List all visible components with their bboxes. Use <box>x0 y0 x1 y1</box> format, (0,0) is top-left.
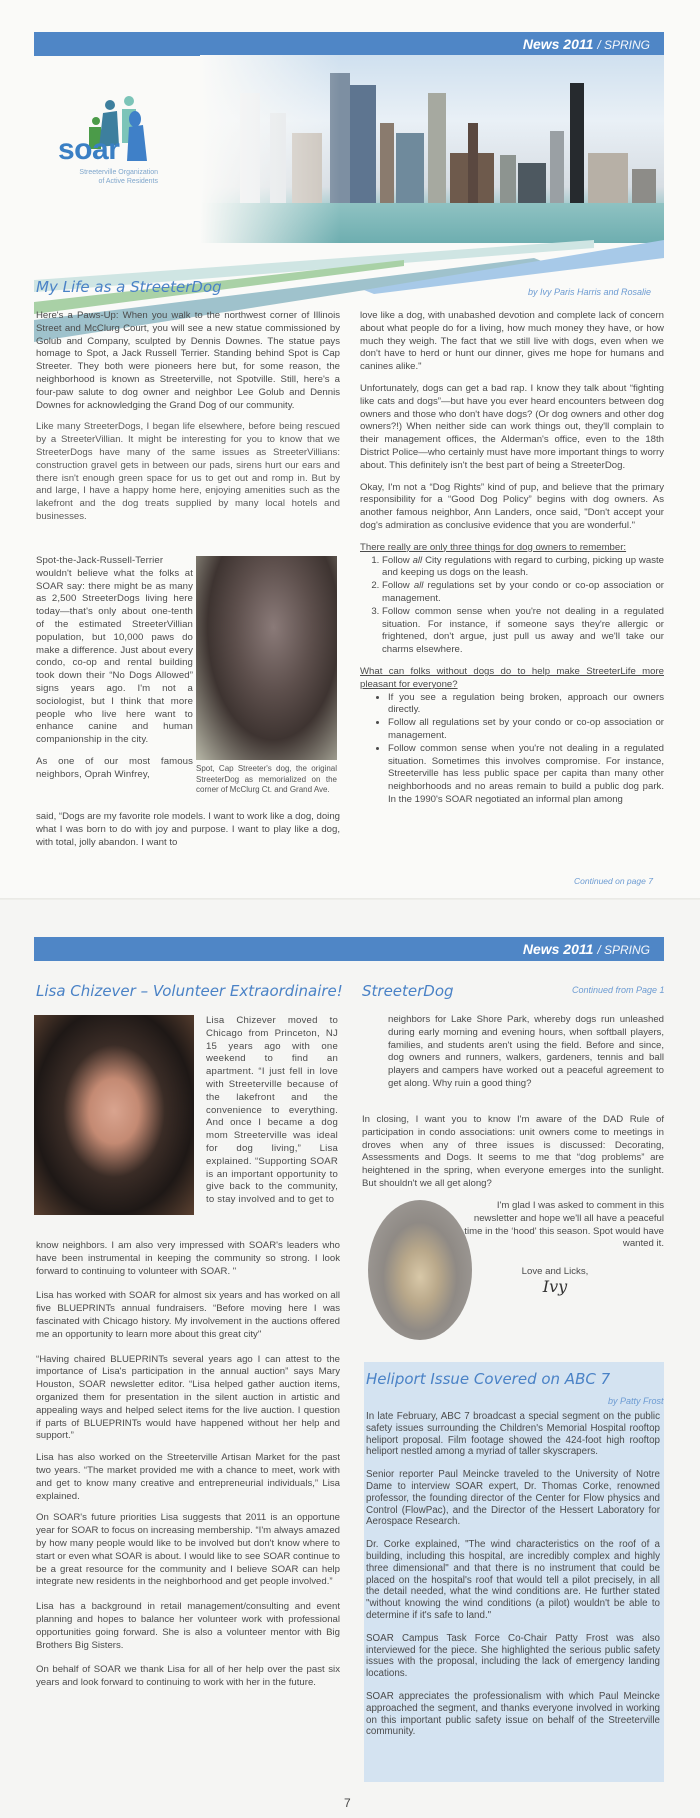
list-heading-non-owners: What can folks without dogs do to help make StreeterLife more pleasant for everyone? <box>360 665 664 690</box>
article-paragraph: SOAR appreciates the professionalism with which Paul Meincke approached the segment, and thanks everyone involved in working on this important public safety issue on behalf of the Streeterville community. <box>366 1690 660 1738</box>
article-paragraph: Here's a Paws-Up: When you walk to the northwest corner of Illinois Street and McClurg Court, you will see a new statue commissioned by Golub and Company, sculpted by Dennis Downes. The statue pays homage to Spot, a Jack Russell Terrier. Standing behind Spot is Cap Streeter. They both were pioneers here but, for some reason, the neighborhood is known as Streeterville, not Spotville. Still, here's a four-paw salute to dog owner and neighbor Lee Golub and Dennis Downes for acknowledging the Grand Dog of our community. <box>36 310 340 411</box>
article-paragraph: neighbors for Lake Shore Park, whereby dogs run unleashed during early morning and evening hours, when softball players, families, and students aren't using the field. Before and since, dog owners and runners, walkers, gardeners, tennis and ball players and campers have worked out a peaceful agreement to get along. Why ruin a good thing? <box>388 1014 664 1089</box>
signature: Ivy <box>542 1277 568 1296</box>
article-paragraph: On SOAR's future priorities Lisa suggests that 2011 is an opportune year for SOAR to focus on increasing membership. “I'm always amazed by how many people would like to be involved but don't know where to start or even what SOAR is about. I would like to see SOAR continue to be a great resource for the community and I believe SOAR can help integrate new residents in the neighborhood and get people involved.” <box>36 1512 340 1588</box>
soar-wordmark: soar <box>58 133 120 166</box>
signoff-text: Love and Licks, <box>521 1266 589 1277</box>
article-paragraph: love like a dog, with unabashed devotion and complete lack of concern about what people do for a living, how much money they have, or how much they weigh. The fact that we still live with dogs, even when we don't have to herd or hunt our dinner, gives me hope for humans and canines alike." <box>360 310 664 373</box>
masthead-banner-page7 <box>34 937 664 961</box>
heliport-byline: by Patty Frost <box>608 1396 664 1406</box>
article-paragraph: Like many StreeterDogs, I began life elsewhere, before being rescued by a StreeterVillian. It might be interesting for you to know that we StreeterDogs have many of the same issues as StreeterVillians: construction gravel gets in between our pads, sirens hurt our ears and there isn't enough green space for us to get out and romp in. But by and large, I have a happy home here, enjoying amenities such as the lakefront and the dog treats supplied by many local hotels and businesses. <box>36 421 340 522</box>
article-paragraph: In late February, ABC 7 broadcast a special segment on the public safety issues surrounding the Children's Memorial Hospital rooftop heliport proposal. Film footage showed the 424-foot high rooftop heliport nestled among a myriad of taller skyscrapers. <box>366 1411 660 1458</box>
streeterdog-glad-text <box>462 1200 664 1260</box>
photo-caption: Spot, Cap Streeter's dog, the original StreeterDog as memorialized on the corner of McClurg Ct. and Grand Ave. <box>196 764 337 794</box>
news-year-label: News 2011 <box>522 941 594 957</box>
chicago-skyline-photo <box>200 55 664 243</box>
article2-column <box>36 1240 340 1699</box>
article-title-streeterdog-cont: StreeterDog <box>362 982 454 1000</box>
article1-column2 <box>360 310 664 816</box>
continued-from-label: Continued from Page 1 <box>572 985 665 995</box>
article2-wrap-text <box>206 1015 338 1207</box>
article-paragraph: Lisa has worked with SOAR for almost six years and has worked on all five BLUEPRINTs annual fundraisers. “Before moving here I was fascinated with Chicago history. My involvement in the auctions offered me an opportunity to learn more about this great city" <box>36 1290 340 1340</box>
streeterdog-closing <box>362 1114 664 1200</box>
page-number: 7 <box>344 1796 351 1810</box>
article-paragraph: Lisa has also worked on the Streeterville Artisan Market for the past two years. “The market provided me with a chance to meet, work with and get to know many creative and entrepreneurial individuals,” Lisa explained. <box>36 1452 340 1502</box>
article-title-heliport: Heliport Issue Covered on ABC 7 <box>366 1370 611 1388</box>
news-year-label: News 2011 <box>522 36 594 52</box>
article-paragraph: Okay, I'm not a “Dog Rights” kind of pup, and believe that the primary responsibility for a “Good Dog Policy” begins with dog owners. As another famous neighbor, Ann Landers, once said, "Don't accept your dog's admiration as conclusive evidence that you are wonderful." <box>360 481 664 531</box>
non-owners-tips-list <box>360 692 664 807</box>
streeterdog-cont-list <box>388 1014 664 1100</box>
soar-tagline: Streeterville Organization of Active Residents <box>79 169 158 185</box>
list-item: • If you see a regulation being broken, approach our owners directly. <box>388 692 664 718</box>
list-item: 2. Follow all regulations set by your condo or co-op association or management. <box>382 580 664 606</box>
article-paragraph: On behalf of SOAR we thank Lisa for all of her help over the past six years and look forward to continuing to work with her in the future. <box>36 1664 340 1689</box>
season-label: / SPRING <box>597 943 650 957</box>
article1-wrap-text <box>36 555 193 782</box>
article-paragraph: know neighbors. I am also very impressed with SOAR's leaders who have been instrumental in keeping the community so strong. I look forward to continuing to volunteer with SOAR. " <box>36 1240 340 1277</box>
article-paragraph: said, “Dogs are my favorite role models. I want to work like a dog, doing what I was born to do with joy and purpose. I want to play like a dog, with total, jolly abandon. I want to <box>36 811 340 848</box>
masthead-banner <box>34 32 664 56</box>
article-paragraph: In closing, I want you to know I'm aware of the DAD Rule of participation in condo associations: unit owners come to meetings in droves when any of three issues is discussed: Decorating, Assessments and Dogs. It seems to me that “dog problems” are heightened in the spring, when everyone emerges into the sunlight. But shouldn't we all get along? <box>362 1114 664 1189</box>
article-paragraph: Lisa Chizever moved to Chicago from Princeton, NJ 15 years ago with one weekend to find an apartment. “I just fell in love with Streeterville because of the lakefront and the convenience to everything. And once I became a dog mom Streeterville was ideal for dog living,” Lisa explained. “Supporting SOAR is an important opportunity to give back to the community, to stay involved and to get to <box>206 1015 338 1206</box>
article-paragraph: Spot-the-Jack-Russell-Terrier wouldn't believe what the folks at SOAR say: there might be as many as 2,500 StreeterDogs living here today—that's only about one-tenth of the estimated StreeterVillian population, but 10,000 paws do make a difference. Just about every condo, co-op and rental building took down their “No Dogs Allowed” signs years ago. I'm not a sociologist, but I think that more people who live here want to enhance canine and human companionship in the city. <box>36 555 193 746</box>
article-title-lisa: Lisa Chizever – Volunteer Extraordinaire! <box>36 982 343 1000</box>
article1-column1-end <box>36 811 340 858</box>
list-item: 1. Follow all City regulations with regard to curbing, picking up waste and keeping us dogs on the leash. <box>382 555 664 581</box>
article-paragraph: Dr. Corke explained, "The wind characteristics on the roof of a building, including this hospital, are incredibly complex and highly three dimensional" and that there is no instrument that could be placed on the hospital's roof that would tell a pilot precisely, in all the detail needed, what the wind conditions are. He further stated "without knowing the wind conditions (a pilot) wouldn't be able to determine if it's safe to land." <box>366 1539 660 1621</box>
article-title-streeterdog: My Life as a StreeterDog <box>36 278 222 296</box>
heliport-body <box>366 1411 660 1747</box>
article-paragraph: As one of our most famous neighbors, Oprah Winfrey, <box>36 755 193 780</box>
article-paragraph: I'm glad I was asked to comment in this newsletter and hope we'll all have a peaceful time in the ‘hood' this season. Spot would have wanted it. <box>464 1200 664 1250</box>
list-item: • Follow all regulations set by your condo or co-op association or management. <box>388 717 664 743</box>
article-paragraph: Unfortunately, dogs can get a bad rap. I know they talk about “fighting like cats and dogs”—but have you ever heard encounters between dog owners and those who don't have dogs? (Or dog owners and other dog owners?!) When neither side can work things out, they'll complain to their management offices, the Alderman's office, even to the 18th District Police—who certainly must have more important things to worry about. This definitely isn't the best part of being a StreeterDog. <box>360 382 664 471</box>
ivy-dog-photo <box>368 1200 472 1340</box>
article-paragraph: “Having chaired BLUEPRINTs several years ago I can attest to the importance of Lisa's participation in the annual auction” says Mary Houston, SOAR newsletter editor. “Lisa helped gather auction items, organized them for presentation in the silent auction in artistic and appealing ways and helped select items for the live auction. I question if parts of BLUEPRINTs would have happened without her help and support.” <box>36 1353 340 1442</box>
article-paragraph: Lisa has a background in retail management/consulting and event planning and hopes to balance her volunteer work with professional opportunities going forward. She is also a volunteer mentor with Big Brothers Big Sisters. <box>36 1601 340 1651</box>
article-byline: by Ivy Paris Harris and Rosalie <box>528 287 652 297</box>
list-item: 3. Follow common sense when you're not dealing in a regulated situation. For instance, if someone says they're allergic or frightened, don't argue, just pull us away and we'll take our charms elsewhere. <box>382 606 664 657</box>
article-paragraph: Senior reporter Paul Meincke traveled to the University of Notre Dame to interview SOAR expert, Dr. Thomas Corke, renowned professor, the founding director of the Center for Flow physics and Control (FlowPac), and the Director of the Hessert Laboratory for Aerospace Research. <box>366 1469 660 1528</box>
continued-on-link[interactable]: Continued on page 7 <box>574 876 653 886</box>
article-paragraph: SOAR Campus Task Force Co-Chair Patty Frost was also interviewed for the piece. She highlighted the serious public safety issues with the proposal, including the lack of emergency landing locations. <box>366 1632 660 1680</box>
spot-statue-photo <box>196 556 337 760</box>
lisa-chizever-photo <box>34 1015 194 1215</box>
list-item: • Follow common sense when you're not dealing in a regulated situation. Sometimes this involves compromise. For instance, Streeterville has less public space per capita than many other neighborhoods and no areas remain to build a public dog park. In the 1990's SOAR negotiated an informal plan among <box>388 743 664 807</box>
article1-column1 <box>36 310 340 533</box>
list-heading-owners: There really are only three things for dog owners to remember: <box>360 541 627 553</box>
signoff <box>480 1266 630 1296</box>
season-label: / SPRING <box>597 38 650 52</box>
owners-rules-list <box>360 555 664 657</box>
